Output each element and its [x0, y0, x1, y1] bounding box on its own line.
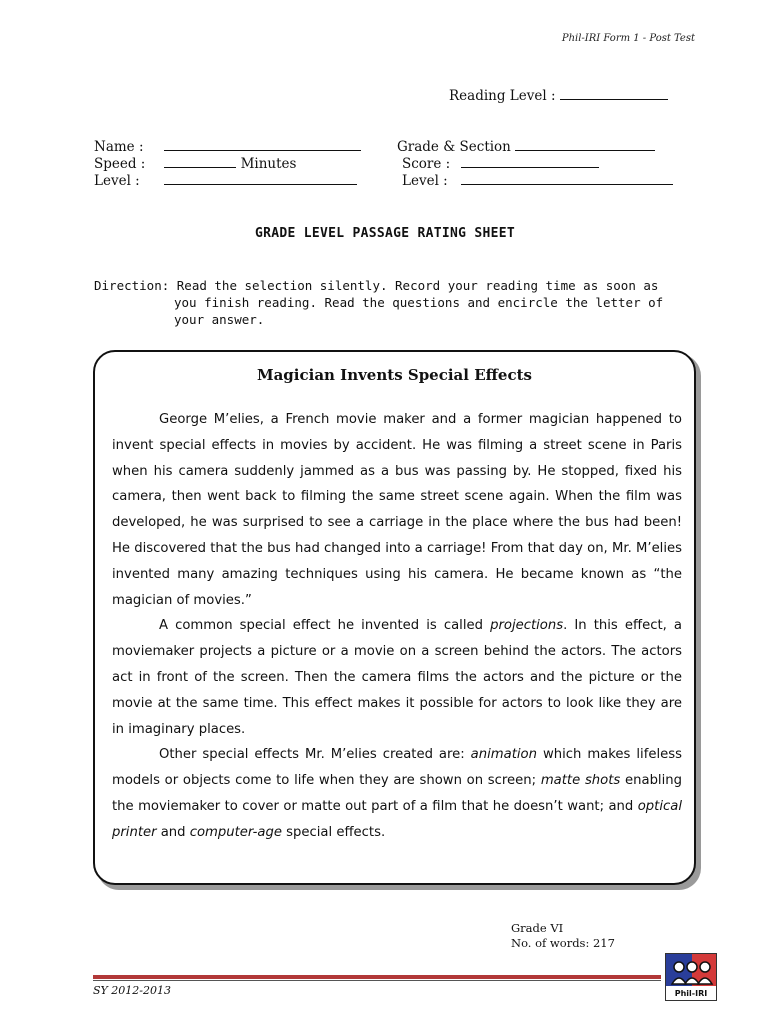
level-label-left: Level : — [94, 173, 140, 189]
direction-text — [94, 277, 674, 328]
p3-emphasis-2: matte shots — [540, 773, 621, 789]
speed-blank[interactable] — [164, 156, 236, 168]
grade-section-label: Grade & Section — [397, 139, 511, 155]
score-label: Score : — [402, 156, 451, 172]
passage-paragraph-3 — [112, 742, 682, 845]
name-label: Name : — [94, 139, 144, 155]
grade-level: Grade VI — [511, 921, 564, 935]
word-count: No. of words: 217 — [511, 936, 615, 950]
direction-line-2: you finish reading. Read the questions and encircle the letter of — [174, 295, 664, 310]
phil-iri-logo — [665, 953, 717, 1001]
score-row — [397, 156, 673, 173]
level-row-left — [94, 173, 361, 190]
logo-text: Phil-IRI — [674, 989, 708, 998]
passage-paragraph-2 — [112, 613, 682, 742]
name-blank[interactable] — [164, 139, 361, 151]
passage-title: Magician Invents Special Effects — [256, 366, 532, 384]
p2-emphasis: projections — [490, 618, 564, 634]
grade-section-blank[interactable] — [515, 139, 655, 151]
p3-text-a: Other special effects Mr. M’elies created are: — [159, 747, 471, 763]
p3-text-d: and — [156, 824, 190, 840]
people-icon — [670, 960, 714, 986]
passage-meta — [511, 921, 615, 951]
reading-level-blank[interactable] — [560, 88, 668, 100]
student-info-left — [94, 139, 361, 190]
passage-paragraph-1: George M’elies, a French movie maker and a former magician happened to invent special effects in movies by accident. He was filming a street scene in Paris when his camera suddenly jammed as a bus was passing by. He stopped, fixed his camera, then went back to filming the same street scene again. When the film was developed, he was surprised to see a carriage in the place where the bus had been! He discovered that the bus had changed into a carriage! From that day on, Mr. M’elies invented many amazing techniques using his camera. He became known as “the magician of movies.” — [112, 412, 682, 608]
level-blank-left[interactable] — [164, 173, 357, 185]
p3-emphasis-4: computer-age — [189, 824, 282, 840]
student-info-right — [397, 139, 673, 190]
footer-divider-thin — [93, 980, 661, 981]
reading-level-label: Reading Level : — [449, 88, 556, 104]
p3-text-c: enabling the moviemaker to cover or matte out part of a film that he doesn’t want; and — [112, 773, 682, 814]
p2-text-b: . In this effect, a moviemaker projects a picture or a movie on a screen behind the actors. The actors act in front of the screen. Then the camera films the actors and the picture or the movie at the same time. This effect makes it possible for actors to look like they are in imaginary places. — [112, 618, 682, 737]
p3-emphasis-3: optical printer — [112, 798, 682, 840]
p3-text-b: which makes lifeless models or objects come to life when they are shown on screen; — [112, 747, 682, 789]
direction-line-3: your answer. — [174, 312, 265, 327]
grade-section-row — [397, 139, 673, 156]
level-row-right — [397, 173, 673, 190]
speed-row — [94, 156, 361, 173]
p3-text-e: special effects. — [281, 824, 386, 840]
passage-box — [93, 350, 696, 885]
name-row — [94, 139, 361, 156]
school-year: SY 2012-2013 — [93, 984, 171, 997]
passage-body — [112, 407, 682, 846]
p3-emphasis-1: animation — [470, 747, 537, 763]
reading-level-field — [449, 88, 668, 104]
form-title: Phil-IRI Form 1 - Post Test — [561, 33, 695, 44]
score-blank[interactable] — [461, 156, 599, 168]
speed-label: Speed : — [94, 156, 146, 172]
speed-unit: Minutes — [240, 156, 297, 172]
footer-divider — [93, 975, 661, 979]
sheet-title: GRADE LEVEL PASSAGE RATING SHEET — [254, 226, 516, 241]
direction-line-1: Direction: Read the selection silently. Record your reading time as soon as — [94, 278, 659, 293]
level-label-right: Level : — [402, 173, 448, 189]
p2-text-a: A common special effect he invented is called — [159, 618, 491, 634]
level-blank-right[interactable] — [461, 173, 673, 185]
